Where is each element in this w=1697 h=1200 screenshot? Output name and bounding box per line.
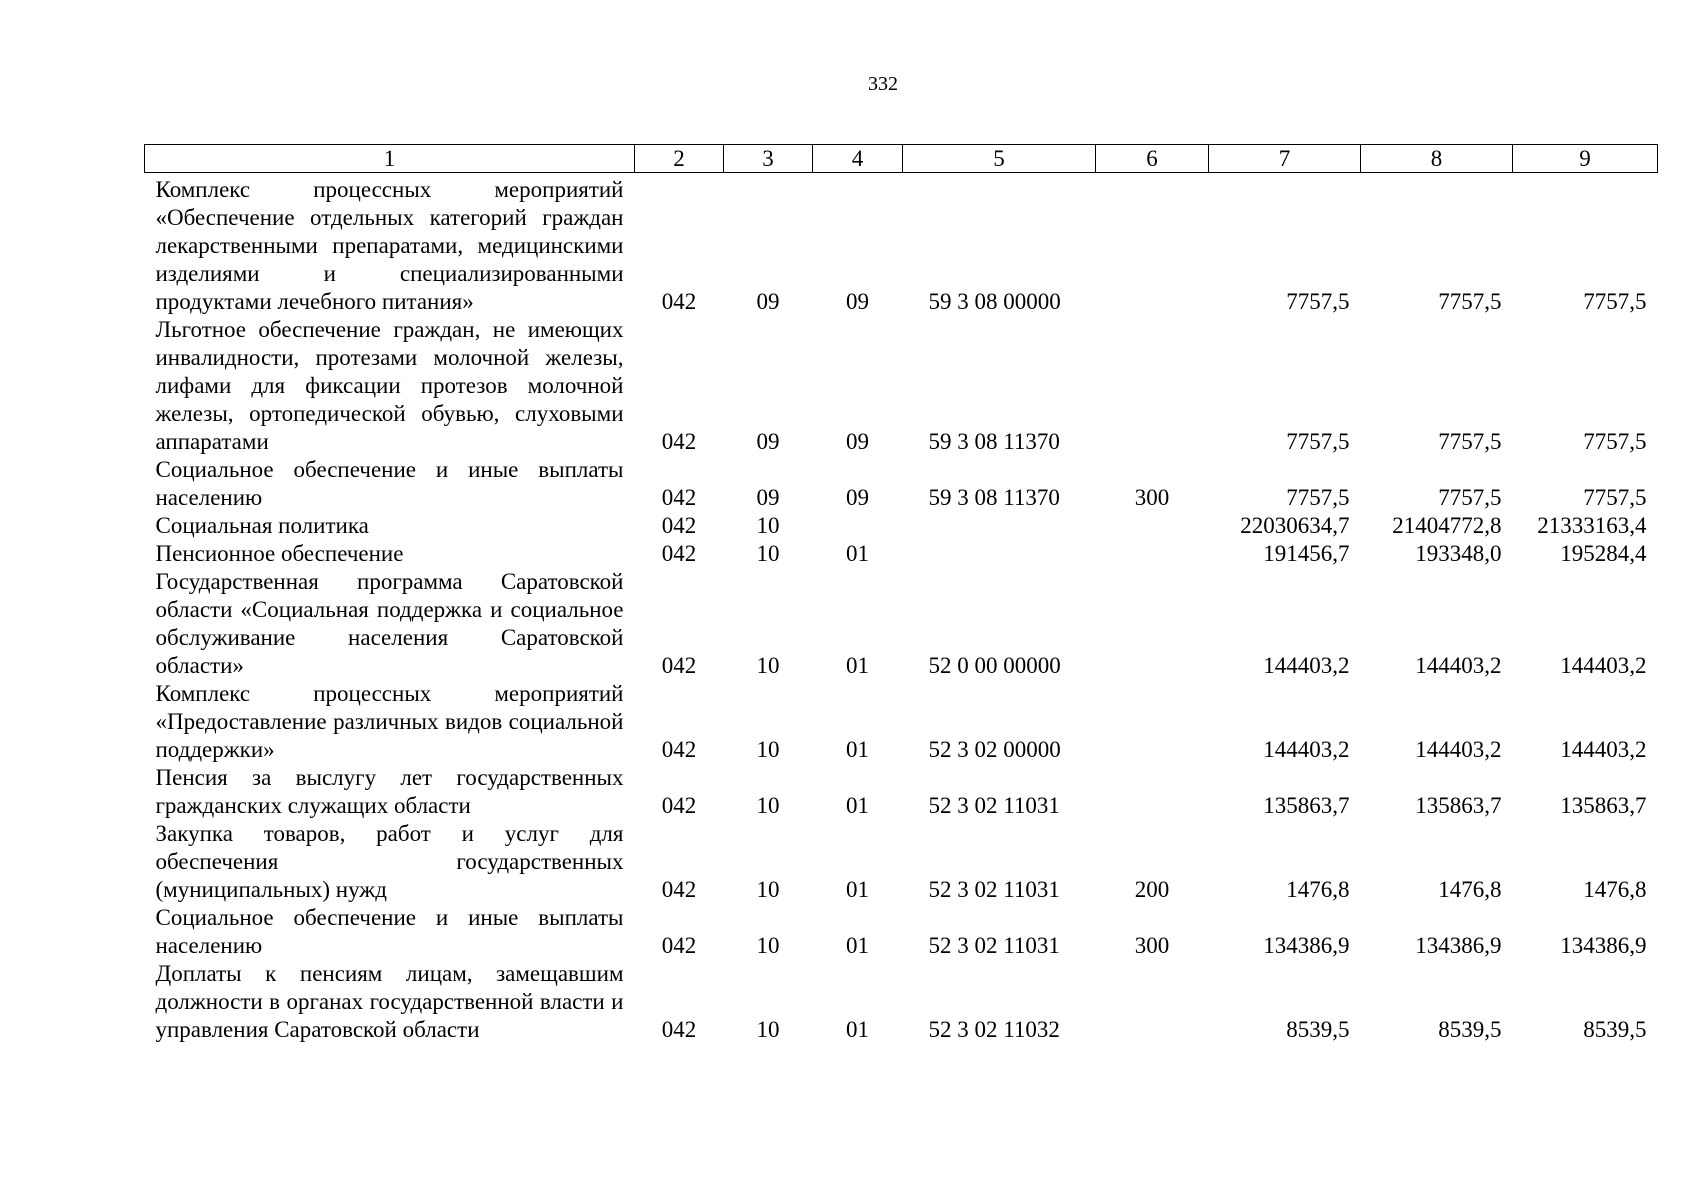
cell-section: 10 — [756, 933, 780, 958]
cell-subsection — [813, 512, 903, 540]
column-header: 8 — [1361, 145, 1513, 173]
cell-expense-type — [1096, 173, 1209, 317]
cell-amount-col8: 8539,5 — [1438, 1017, 1502, 1042]
row-description: Комплекс процессных мероприятий «Предоставление различных видов социальной поддержки» — [155, 681, 624, 762]
cell-amount-col9: 135863,7 — [1560, 793, 1647, 818]
cell-expense-type — [1096, 540, 1209, 568]
row-description: Комплекс процессных мероприятий «Обеспечение отдельных категорий граждан лекарственными препаратами, медицинскими изделиями и специализированными продуктами лечебного питания» — [155, 177, 624, 314]
table-row — [145, 512, 1658, 540]
cell-amount-col8: 134386,9 — [1415, 933, 1502, 958]
row-description: Социальное обеспечение и иные выплаты населению — [155, 905, 624, 958]
cell-subsection: 09 — [846, 429, 869, 454]
row-description: Пенсионное обеспечение — [155, 541, 404, 566]
cell-amount-col9: 7757,5 — [1583, 485, 1647, 510]
cell-expense-type — [1096, 316, 1209, 456]
cell-target-article — [903, 512, 1096, 540]
cell-subsection: 09 — [846, 485, 869, 510]
cell-target-article: 52 3 02 11032 — [928, 1017, 1060, 1042]
cell-section: 09 — [756, 289, 780, 314]
cell-subsection: 01 — [846, 793, 869, 818]
cell-amount-col7: 7757,5 — [1286, 289, 1350, 314]
cell-amount-col9: 8539,5 — [1583, 1017, 1647, 1042]
cell-section: 09 — [756, 429, 780, 454]
cell-amount-col9: 1476,8 — [1583, 877, 1647, 902]
cell-target-article: 52 3 02 00000 — [928, 737, 1061, 762]
cell-target-article — [903, 540, 1096, 568]
cell-section: 10 — [756, 877, 780, 902]
table-row — [145, 568, 1658, 680]
cell-amount-col8: 7757,5 — [1438, 289, 1502, 314]
cell-amount-col9: 7757,5 — [1583, 429, 1647, 454]
cell-expense-type — [1096, 512, 1209, 540]
cell-target-article: 52 3 02 11031 — [928, 877, 1060, 902]
column-header: 7 — [1209, 145, 1361, 173]
cell-amount-col7: 135863,7 — [1263, 793, 1350, 818]
cell-admin-code: 042 — [661, 933, 697, 958]
cell-section: 10 — [756, 793, 780, 818]
cell-section: 10 — [756, 1017, 780, 1042]
cell-amount-col7: 7757,5 — [1286, 485, 1350, 510]
cell-amount-col7: 1476,8 — [1286, 877, 1350, 902]
table-row — [145, 960, 1658, 1044]
cell-expense-type — [1096, 764, 1209, 820]
cell-subsection: 01 — [846, 737, 869, 762]
cell-amount-col8: 7757,5 — [1438, 485, 1502, 510]
cell-section: 09 — [756, 485, 780, 510]
cell-amount-col7: 8539,5 — [1286, 1017, 1350, 1042]
row-description: Льготное обеспечение граждан, не имеющих инвалидности, протезами молочной железы, лифами для фиксации протезов молочной железы, ортопедической обувью, слуховыми аппаратами — [155, 317, 624, 454]
cell-admin-code: 042 — [661, 653, 697, 678]
cell-amount-col7: 7757,5 — [1286, 429, 1350, 454]
row-description: Социальная политика — [155, 513, 369, 538]
cell-admin-code: 042 — [661, 429, 697, 454]
cell-amount-col7: 144403,2 — [1263, 737, 1350, 762]
row-description: Государственная программа Саратовской области «Социальная поддержка и социальное обслуживание населения Саратовской области» — [155, 569, 624, 678]
cell-admin-code: 042 — [661, 737, 697, 762]
cell-amount-col9: 21333163,4 — [1537, 513, 1647, 538]
table-row — [145, 316, 1658, 456]
cell-admin-code: 042 — [661, 1017, 697, 1042]
cell-target-article: 59 3 08 11370 — [928, 485, 1060, 510]
column-header: 3 — [724, 145, 813, 173]
cell-expense-type — [1096, 960, 1209, 1044]
cell-amount-col8: 193348,0 — [1415, 541, 1502, 566]
cell-target-article: 52 3 02 11031 — [928, 793, 1060, 818]
cell-target-article: 52 0 00 00000 — [928, 653, 1061, 678]
cell-amount-col7: 191456,7 — [1263, 541, 1350, 566]
row-description: Закупка товаров, работ и услуг для обеспечения государственных (муниципальных) нужд — [155, 821, 624, 902]
column-header: 4 — [813, 145, 903, 173]
cell-expense-type — [1096, 680, 1209, 764]
table-row — [145, 904, 1658, 960]
row-description: Доплаты к пенсиям лицам, замещавшим должности в органах государственной власти и управления Саратовской области — [155, 961, 624, 1042]
table-row — [145, 540, 1658, 568]
cell-amount-col9: 144403,2 — [1560, 737, 1647, 762]
column-header: 5 — [903, 145, 1096, 173]
cell-admin-code: 042 — [661, 793, 697, 818]
cell-subsection: 01 — [846, 933, 869, 958]
table-row — [145, 456, 1658, 512]
cell-amount-col7: 134386,9 — [1263, 933, 1350, 958]
cell-admin-code: 042 — [661, 289, 697, 314]
cell-section: 10 — [756, 737, 780, 762]
cell-subsection: 01 — [846, 877, 869, 902]
cell-section: 10 — [756, 513, 780, 538]
cell-amount-col8: 7757,5 — [1438, 429, 1502, 454]
cell-admin-code: 042 — [661, 541, 697, 566]
cell-expense-type: 300 — [1134, 485, 1170, 510]
cell-amount-col9: 144403,2 — [1560, 653, 1647, 678]
cell-admin-code: 042 — [661, 513, 697, 538]
table-body — [145, 173, 1658, 1045]
table-row — [145, 680, 1658, 764]
cell-target-article: 59 3 08 00000 — [928, 289, 1061, 314]
cell-amount-col7: 22030634,7 — [1240, 513, 1350, 538]
cell-amount-col9: 134386,9 — [1560, 933, 1647, 958]
cell-subsection: 01 — [846, 653, 869, 678]
cell-expense-type — [1096, 568, 1209, 680]
column-header: 1 — [145, 145, 635, 173]
cell-amount-col9: 195284,4 — [1560, 541, 1647, 566]
cell-section: 10 — [756, 541, 780, 566]
cell-subsection: 09 — [846, 289, 869, 314]
row-description: Пенсия за выслугу лет государственных гражданских служащих области — [155, 765, 624, 818]
cell-amount-col8: 144403,2 — [1415, 737, 1502, 762]
cell-amount-col8: 21404772,8 — [1392, 513, 1502, 538]
cell-amount-col8: 135863,7 — [1415, 793, 1502, 818]
cell-amount-col8: 144403,2 — [1415, 653, 1502, 678]
cell-amount-col8: 1476,8 — [1438, 877, 1502, 902]
page-number: 332 — [868, 73, 898, 95]
table-row — [145, 173, 1658, 317]
cell-amount-col7: 144403,2 — [1263, 653, 1350, 678]
cell-target-article: 52 3 02 11031 — [928, 933, 1060, 958]
cell-expense-type: 200 — [1134, 877, 1170, 902]
table-row — [145, 820, 1658, 904]
cell-target-article: 59 3 08 11370 — [928, 429, 1060, 454]
table-row — [145, 764, 1658, 820]
cell-admin-code: 042 — [661, 877, 697, 902]
column-header: 6 — [1096, 145, 1209, 173]
column-header: 2 — [635, 145, 724, 173]
cell-expense-type: 300 — [1134, 933, 1170, 958]
budget-table — [144, 144, 1658, 1044]
column-header: 9 — [1513, 145, 1658, 173]
cell-subsection: 01 — [846, 541, 869, 566]
row-description: Социальное обеспечение и иные выплаты населению — [155, 457, 624, 510]
cell-subsection: 01 — [846, 1017, 869, 1042]
cell-amount-col9: 7757,5 — [1583, 289, 1647, 314]
table-header-row — [145, 145, 1658, 173]
cell-section: 10 — [756, 653, 780, 678]
cell-admin-code: 042 — [661, 485, 697, 510]
